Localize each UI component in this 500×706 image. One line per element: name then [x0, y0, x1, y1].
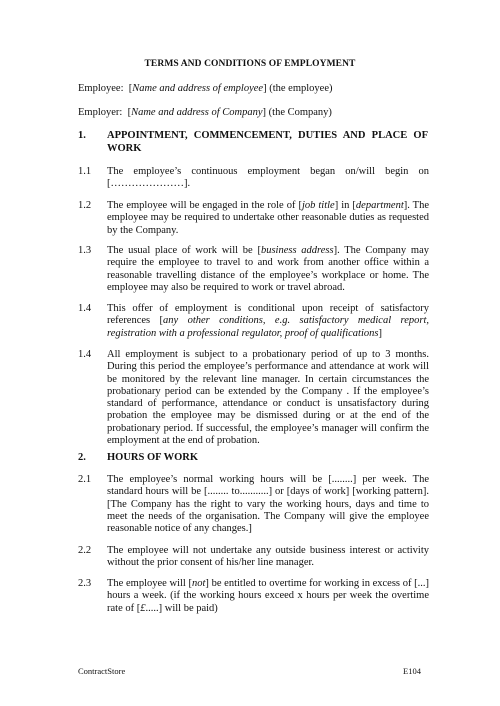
clause-text: The employee will [not] be entitled to overtime for working in excess of [...] hours a week. (if the working hours exceed x hours per week the overtime rate of [£.....] will be paid): [107, 578, 429, 614]
section-number: 2.: [78, 452, 86, 463]
employer-label: Employer:: [78, 107, 123, 118]
employer-placeholder: Name and address of Company: [131, 107, 263, 118]
clause-number: 1.1: [78, 166, 92, 177]
clause-number: 1.3: [78, 245, 92, 256]
clause-text: The employee’s continuous employment began on/will begin on […………………].: [107, 166, 429, 190]
clause-text: The employee’s normal working hours will be [........] per week. The standard hours will be [........ to...........] or [days of work] [working pattern]. [The Company has the right to vary the working hours, days and time to meet the needs of the organisation. The Company will give the employee reasonable notice of any changes.]: [107, 474, 429, 535]
section-title: APPOINTMENT, COMMENCEMENT, DUTIES AND PLACE OF WORK: [107, 130, 428, 154]
clause-text: The employee will not undertake any outside business interest or activity without the prior consent of his/her line manager.: [107, 545, 429, 569]
employer-line: Employer: [Name and address of Company] (the Company): [78, 107, 332, 118]
section-title: HOURS OF WORK: [107, 452, 199, 463]
clause-text: The employee will be engaged in the role of [job title] in [department]. The employee may be required to undertake other reasonable duties as requested by the Company.: [107, 200, 429, 236]
clause-text: This offer of employment is conditional upon receipt of satisfactory references [any other conditions, e.g. satisfactory medical report, registration with a professional regulator, proof of qualifications]: [107, 303, 429, 339]
footer-document-code: E104: [403, 666, 421, 676]
clause-text: The usual place of work will be [business address]. The Company may require the employee to travel to and work from another office within a reasonable travelling distance of the employee’s workplace or home. The employee may also be required to work or travel abroad.: [107, 245, 429, 293]
footer-publisher: ContractStore: [78, 666, 126, 676]
clause-number: 1.4: [78, 349, 92, 360]
document-title: TERMS AND CONDITIONS OF EMPLOYMENT: [144, 59, 356, 69]
clause-number: 2.3: [78, 578, 92, 589]
employee-label: Employee:: [78, 83, 124, 94]
employee-line: Employee: [Name and address of employee] (the employee): [78, 83, 333, 94]
employee-placeholder: Name and address of employee: [132, 83, 264, 94]
section-number: 1.: [78, 130, 86, 141]
clause-number: 2.1: [78, 474, 92, 485]
clause-number: 1.2: [78, 200, 92, 211]
clause-number: 1.4: [78, 303, 92, 314]
clause-text: All employment is subject to a probationary period of up to 3 months. During this period the employee’s performance and attendance at work will be monitored by the relevant line manager. In certain circumstances the probationary period can be extended by the Company . If the employee’s standard of performance, attendance or conduct is unsatisfactory during probation the employee may be dismissed during or at the end of the probationary period. If successful, the employee’s manager will confirm the employment at the end of probation.: [107, 349, 429, 447]
clause-number: 2.2: [78, 545, 92, 556]
